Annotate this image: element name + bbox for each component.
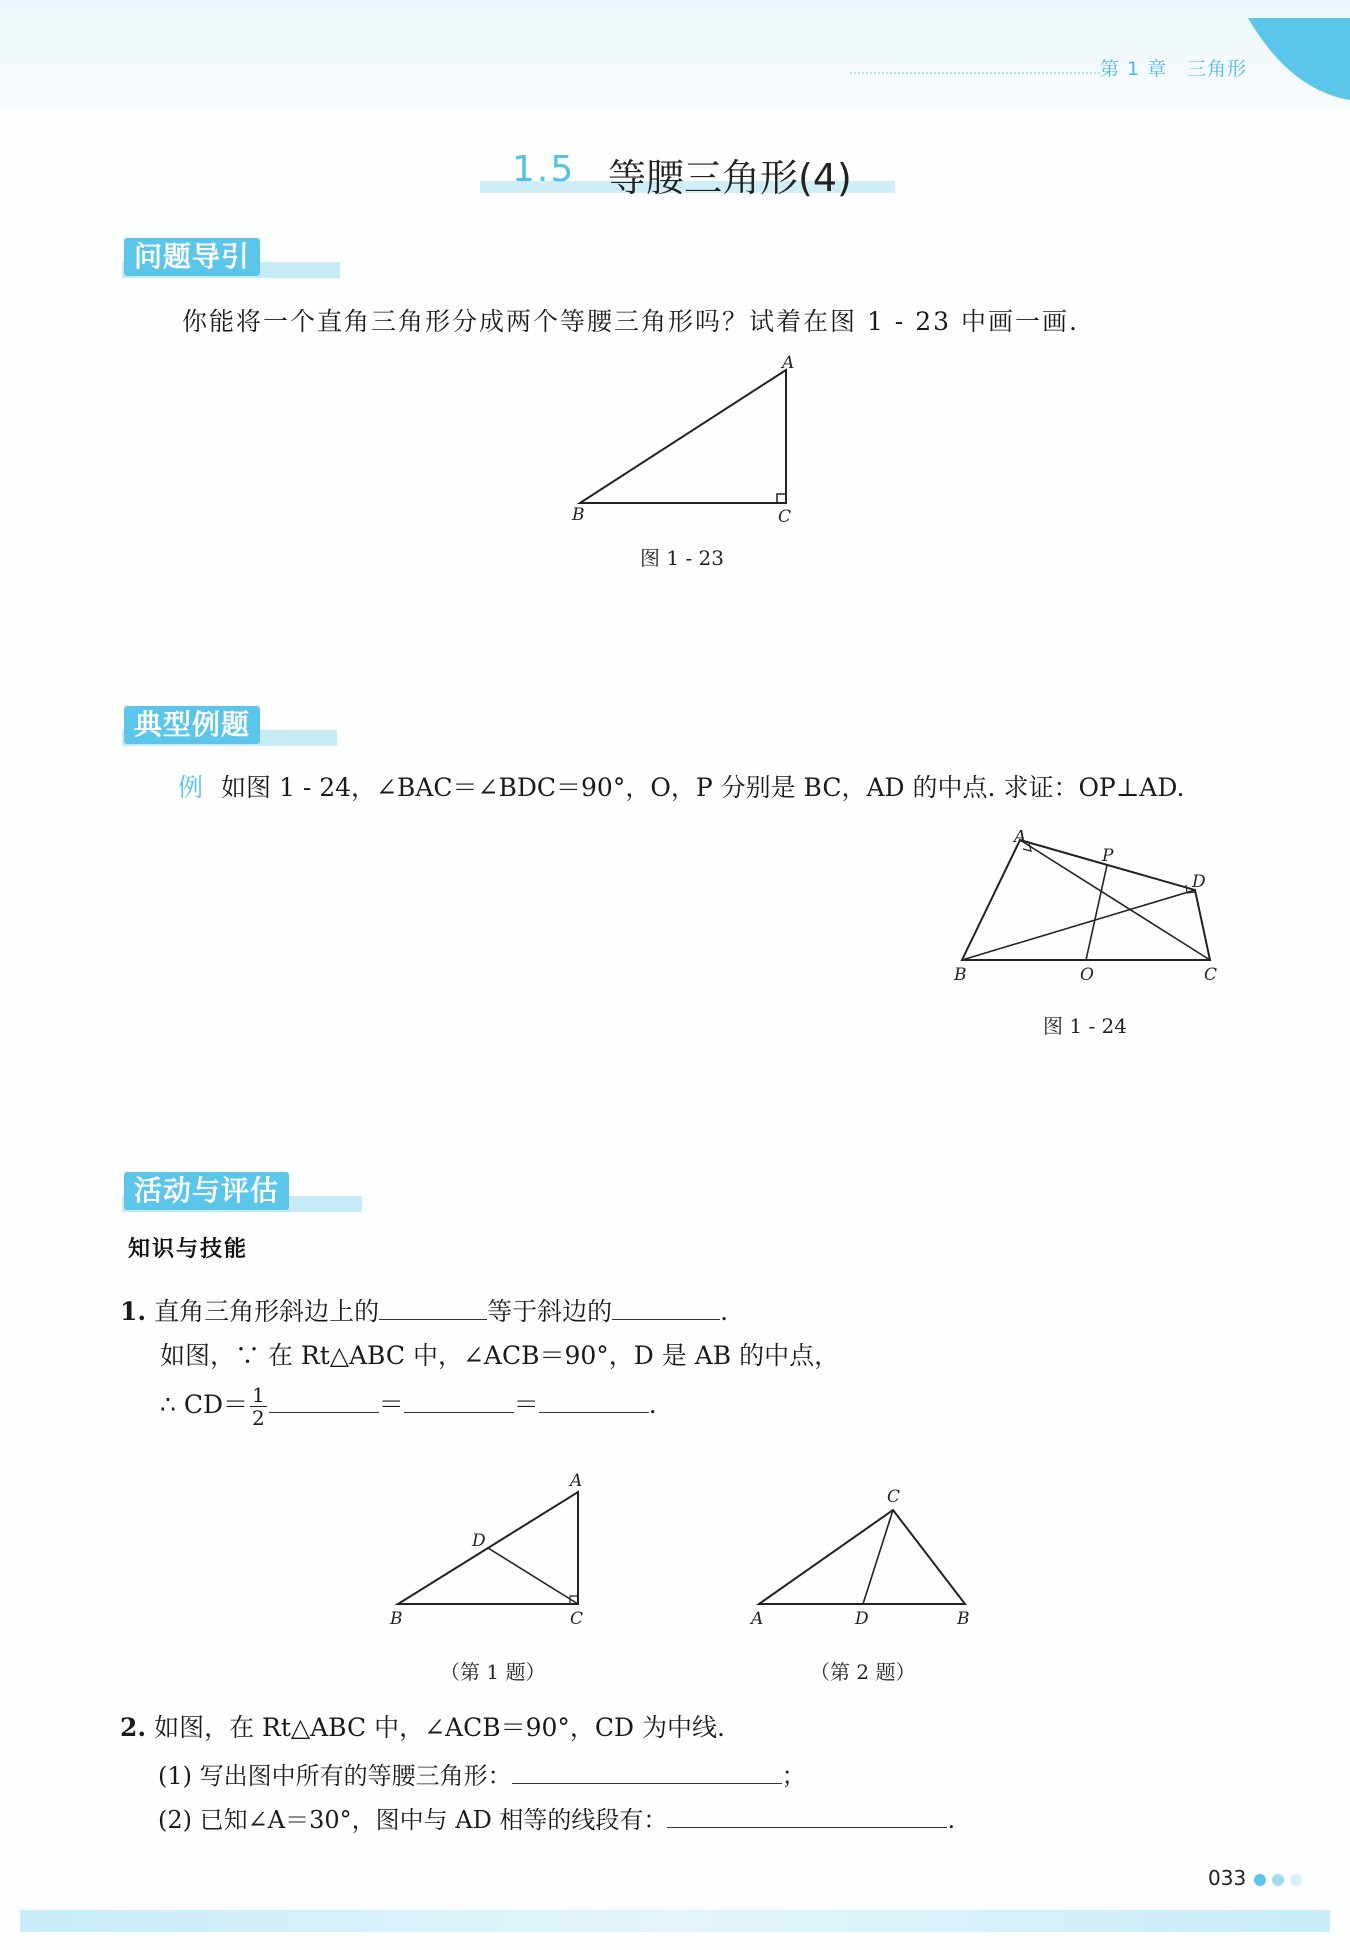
page-dot-3: [1290, 1874, 1302, 1886]
fig24-label-p: P: [1102, 846, 1114, 866]
q2-part2-end: .: [947, 1806, 956, 1834]
q1-blank-1[interactable]: [379, 1297, 487, 1320]
q1-blank-4[interactable]: [404, 1390, 514, 1413]
fig-q2-label-a: A: [751, 1609, 764, 1629]
fig-q1-label-b: B: [390, 1609, 403, 1629]
q1-blank-2[interactable]: [612, 1297, 720, 1320]
question-2-part-1: [158, 1756, 806, 1791]
fig-q1-label-a: A: [570, 1471, 583, 1491]
figure-caption-question-2: （第 2 题）: [810, 1660, 916, 1684]
fig24-label-o: O: [1080, 965, 1094, 985]
fig23-label-a: A: [782, 353, 795, 373]
fig23-label-b: B: [572, 505, 585, 525]
fig-q2-label-d: D: [855, 1609, 869, 1629]
question-1-line-1: [120, 1292, 728, 1328]
header-dotted-line: [850, 72, 1100, 74]
q2-part1-end: ；: [781, 1762, 806, 1790]
chapter-label: 第 1 章 三角形: [1100, 58, 1248, 80]
q1-line3-end: .: [648, 1390, 657, 1419]
section-tag-label: 问题导引: [124, 238, 260, 276]
section-title: 等腰三角形(4): [608, 156, 852, 200]
q1-line1-end: .: [720, 1297, 729, 1326]
page-title: [480, 145, 895, 200]
q2-blank-1[interactable]: [512, 1761, 782, 1784]
fig-q1-label-c: C: [570, 1609, 584, 1629]
q1-blank-5[interactable]: [539, 1390, 649, 1413]
figure-question-2: [745, 1480, 985, 1640]
question-1-number: 1.: [120, 1297, 147, 1326]
example-text: 如图 1 - 24，∠BAC＝∠BDC＝90°，O，P 分别是 BC，AD 的中点. 求证：OP⊥AD.: [221, 773, 1185, 802]
corner-decoration: [1230, 0, 1350, 110]
fraction-denominator: 2: [252, 1406, 265, 1430]
question-2-number: 2.: [120, 1713, 147, 1742]
fig-q2-label-c: C: [887, 1487, 901, 1507]
page-number: 033: [1208, 1866, 1247, 1890]
figure-caption-question-1: （第 1 题）: [440, 1660, 546, 1684]
figure-1-23: [560, 350, 810, 530]
guide-prompt: 你能将一个直角三角形分成两个等腰三角形吗？试着在图 1 - 23 中画一画.: [182, 307, 1079, 336]
figure-caption-1-23: 图 1 - 23: [640, 546, 725, 570]
question-2-part-2: [158, 1800, 955, 1835]
fraction-numerator: 1: [252, 1383, 265, 1407]
q2-stem-text: 如图，在 Rt△ABC 中，∠ACB＝90°，CD 为中线.: [154, 1713, 725, 1742]
fig24-label-b: B: [954, 965, 967, 985]
footer-band: [20, 1910, 1330, 1932]
q2-blank-2[interactable]: [667, 1805, 947, 1828]
section-tag-example: [122, 706, 337, 750]
section-tag-activity: [122, 1172, 362, 1216]
fig-q2-label-b: B: [957, 1609, 970, 1629]
q1-line3-prefix: ∴ CD＝: [160, 1390, 249, 1419]
fig24-label-a: A: [1014, 830, 1027, 847]
q1-eq-2: ＝: [513, 1390, 539, 1419]
section-tag-label: 典型例题: [124, 706, 260, 744]
subheading-text: 知识与技能: [128, 1237, 249, 1262]
fig-q1-label-d: D: [472, 1531, 486, 1551]
fraction-one-half: [250, 1384, 267, 1429]
question-1-line-3: [160, 1384, 657, 1429]
figure-caption-1-24: 图 1 - 24: [1043, 1014, 1128, 1038]
q1-text-a: 直角三角形斜边上的: [154, 1297, 380, 1326]
example-tag: 例: [178, 773, 204, 802]
q1-text-b: 等于斜边的: [487, 1297, 613, 1326]
fig23-label-c: C: [778, 507, 792, 527]
q2-part2-text: (2) 已知∠A＝30°，图中与 AD 相等的线段有：: [158, 1806, 668, 1834]
figure-question-1: [380, 1470, 600, 1640]
fig24-label-c: C: [1204, 965, 1218, 985]
section-tag-guide: [122, 238, 340, 282]
q2-part1-text: (1) 写出图中所有的等腰三角形：: [158, 1762, 512, 1790]
page-dot-2: [1272, 1874, 1284, 1886]
example-line: [178, 768, 1184, 804]
figure-1-24: [950, 830, 1230, 990]
question-1-line-2: 如图，∵ 在 Rt△ABC 中，∠ACB＝90°，D 是 AB 的中点，: [160, 1341, 840, 1370]
q1-blank-3[interactable]: [269, 1390, 379, 1413]
question-2-stem: [120, 1708, 725, 1744]
section-number: 1.5: [512, 149, 576, 190]
q1-eq-1: ＝: [378, 1390, 404, 1419]
subheading-knowledge-skills: [128, 1232, 248, 1263]
section-tag-label: 活动与评估: [124, 1172, 289, 1210]
page-dot-1: [1254, 1874, 1266, 1886]
fig24-label-d: D: [1192, 872, 1206, 892]
